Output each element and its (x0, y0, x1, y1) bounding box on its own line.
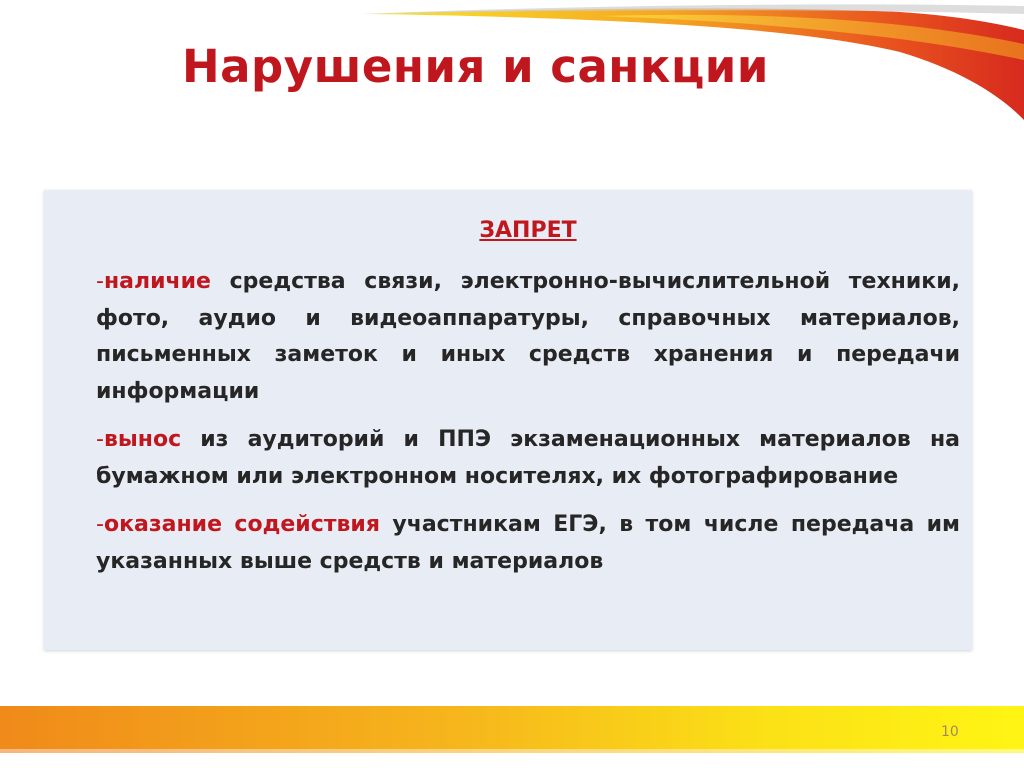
item-text: участникам ЕГЭ, в том числе передача им указанных выше средств и материалов (96, 512, 961, 574)
bottom-gradient-bar (0, 706, 1024, 749)
content-box (44, 190, 972, 650)
list-item (96, 507, 960, 580)
item-dash: - (96, 427, 104, 452)
bottom-bar-shadow (0, 749, 1024, 753)
slide-title: Нарушения и санкции (182, 40, 769, 93)
item-dash: - (96, 269, 104, 294)
page-number: 10 (941, 724, 959, 740)
list-item (96, 264, 960, 410)
item-text: из аудиторий и ППЭ экзаменационных материалов на бумажном или электронном носителях, их фотографирование (96, 427, 960, 489)
item-dash: - (96, 512, 104, 537)
item-keyword: вынос (103, 427, 182, 452)
section-heading: ЗАПРЕТ (479, 218, 577, 243)
list-item (96, 422, 960, 495)
item-keyword: оказание содействия (103, 512, 380, 537)
item-text: средства связи, электронно-вычислительной техники, фото, аудио и видеоаппаратуры, справочных материалов, письменных заметок и иных средств хранения и передачи информации (96, 269, 960, 404)
item-keyword: наличие (103, 269, 211, 294)
